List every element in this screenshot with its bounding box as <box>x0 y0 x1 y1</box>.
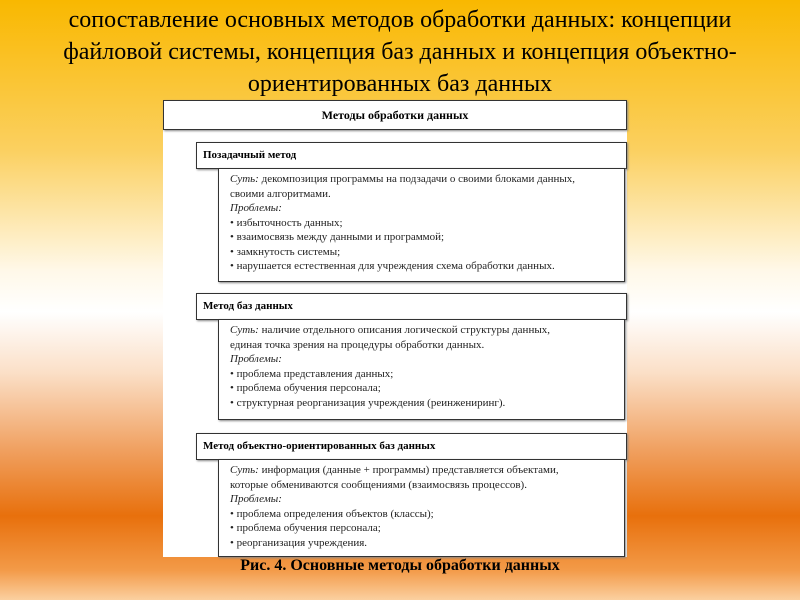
problem-item: • проблема определения объектов (классы); <box>230 507 434 520</box>
section-header-database-method: Метод баз данных <box>196 293 627 320</box>
essence-label: Суть: <box>230 173 259 185</box>
essence-line <box>230 463 624 478</box>
problems-label: Проблемы: <box>230 493 282 505</box>
essence-text: которые обмениваются сообщениями (взаимосвязь процессов). <box>230 478 527 491</box>
problems-label: Проблемы: <box>230 202 282 214</box>
essence-label: Суть: <box>230 324 259 336</box>
problem-item: • проблема представления данных; <box>230 367 394 380</box>
section-body-task-method <box>218 168 625 282</box>
problem-item: • взаимосвязь между данными и программой; <box>230 231 445 243</box>
essence-line <box>230 172 624 187</box>
title-line: сопоставление основных методов обработки данных: концепции <box>68 7 732 33</box>
essence-text: своими алгоритмами. <box>230 187 331 200</box>
section-header-task-method: Позадачный метод <box>196 142 627 169</box>
slide-title <box>0 4 800 100</box>
essence-text: единая точка зрения на процедуры обработки данных. <box>230 338 485 351</box>
section-body-database-method <box>218 319 625 420</box>
essence-text: наличие отдельного описания логической структуры данных, <box>258 324 550 336</box>
problem-item: • реорганизация учреждения. <box>230 536 368 549</box>
problem-item: • проблема обучения персонала; <box>230 522 381 534</box>
section-header-oodb-method: Метод объектно-ориентированных баз данных <box>196 433 627 460</box>
essence-label: Суть: <box>230 464 259 476</box>
diagram-title: Методы обработки данных <box>163 100 627 130</box>
methods-diagram <box>163 100 627 557</box>
problem-item: • избыточность данных; <box>230 216 343 229</box>
figure-caption: Рис. 4. Основные методы обработки данных <box>240 557 560 574</box>
problem-item: • нарушается естественная для учреждения схема обработки данных. <box>230 260 555 272</box>
title-line: файловой системы, концепция баз данных и концепция объектно- <box>63 39 737 65</box>
essence-text: информация (данные + программы) представляется объектами, <box>258 464 559 476</box>
section-body-oodb-method <box>218 459 625 557</box>
essence-line <box>230 323 624 338</box>
essence-text: декомпозиция программы на подзадачи о своими блоками данных, <box>258 173 576 185</box>
problem-item: • замкнутость системы; <box>230 245 341 258</box>
problem-item: • структурная реорганизация учреждения (реинжениринг). <box>230 396 506 409</box>
title-line: ориентированных баз данных <box>247 71 553 97</box>
problem-item: • проблема обучения персонала; <box>230 382 381 394</box>
problems-label: Проблемы: <box>230 353 282 365</box>
